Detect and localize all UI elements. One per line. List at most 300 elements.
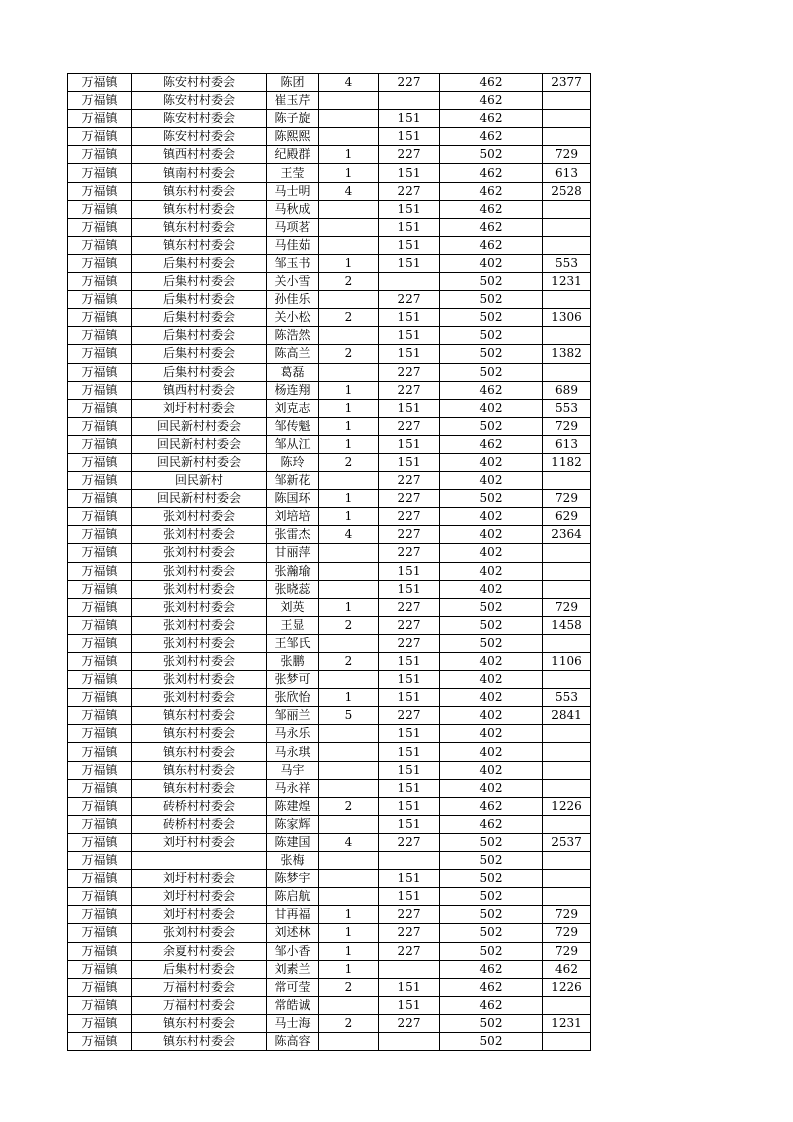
- total-cell: 613: [543, 435, 591, 453]
- count-cell: [319, 634, 379, 652]
- name-cell: 陈梦宇: [267, 870, 319, 888]
- name-cell: 陈建国: [267, 833, 319, 851]
- total-cell: [543, 236, 591, 254]
- total-cell: [543, 200, 591, 218]
- table-row: [68, 110, 591, 128]
- name-cell: 邹玉书: [267, 254, 319, 272]
- name-cell: 陈国环: [267, 490, 319, 508]
- town-cell: 万福镇: [68, 996, 132, 1014]
- total-cell: 1226: [543, 978, 591, 996]
- amount-a-cell: [379, 852, 440, 870]
- amount-a-cell: 151: [379, 399, 440, 417]
- table-row: [68, 888, 591, 906]
- town-cell: 万福镇: [68, 707, 132, 725]
- data-table: [67, 73, 591, 1051]
- name-cell: 马佳茹: [267, 236, 319, 254]
- count-cell: 1: [319, 164, 379, 182]
- village-committee-cell: 镇西村村委会: [132, 146, 267, 164]
- village-committee-cell: 张刘村村委会: [132, 508, 267, 526]
- table-row: [68, 544, 591, 562]
- count-cell: [319, 562, 379, 580]
- amount-b-cell: 462: [440, 74, 543, 92]
- name-cell: 马永祥: [267, 779, 319, 797]
- amount-a-cell: 151: [379, 725, 440, 743]
- total-cell: [543, 472, 591, 490]
- amount-a-cell: 227: [379, 924, 440, 942]
- amount-a-cell: 227: [379, 146, 440, 164]
- total-cell: 729: [543, 490, 591, 508]
- name-cell: 马永乐: [267, 725, 319, 743]
- village-committee-cell: 镇东村村委会: [132, 182, 267, 200]
- total-cell: 689: [543, 381, 591, 399]
- count-cell: [319, 779, 379, 797]
- name-cell: 马士海: [267, 1014, 319, 1032]
- table-row: [68, 526, 591, 544]
- amount-b-cell: 502: [440, 833, 543, 851]
- count-cell: [319, 725, 379, 743]
- count-cell: 4: [319, 74, 379, 92]
- village-committee-cell: 砖桥村村委会: [132, 797, 267, 815]
- town-cell: 万福镇: [68, 653, 132, 671]
- count-cell: 1: [319, 942, 379, 960]
- village-committee-cell: 回民新村村委会: [132, 453, 267, 471]
- amount-a-cell: 227: [379, 291, 440, 309]
- count-cell: [319, 580, 379, 598]
- total-cell: [543, 562, 591, 580]
- town-cell: 万福镇: [68, 1032, 132, 1050]
- total-cell: 553: [543, 254, 591, 272]
- amount-a-cell: 227: [379, 381, 440, 399]
- table-row: [68, 399, 591, 417]
- village-committee-cell: 后集村村委会: [132, 254, 267, 272]
- village-committee-cell: 回民新村村委会: [132, 435, 267, 453]
- name-cell: 邹从江: [267, 435, 319, 453]
- table-row: [68, 182, 591, 200]
- count-cell: 1: [319, 924, 379, 942]
- village-committee-cell: 余夏村村委会: [132, 942, 267, 960]
- amount-b-cell: 502: [440, 327, 543, 345]
- total-cell: 729: [543, 146, 591, 164]
- name-cell: 马士明: [267, 182, 319, 200]
- count-cell: 1: [319, 399, 379, 417]
- village-committee-cell: 张刘村村委会: [132, 544, 267, 562]
- count-cell: [319, 1032, 379, 1050]
- village-committee-cell: 张刘村村委会: [132, 634, 267, 652]
- name-cell: 陈高容: [267, 1032, 319, 1050]
- town-cell: 万福镇: [68, 110, 132, 128]
- count-cell: 1: [319, 689, 379, 707]
- name-cell: 张梅: [267, 852, 319, 870]
- amount-a-cell: 151: [379, 128, 440, 146]
- amount-b-cell: 462: [440, 128, 543, 146]
- name-cell: 张鹏: [267, 653, 319, 671]
- total-cell: [543, 852, 591, 870]
- village-committee-cell: 后集村村委会: [132, 309, 267, 327]
- town-cell: 万福镇: [68, 254, 132, 272]
- amount-a-cell: 227: [379, 616, 440, 634]
- count-cell: [319, 870, 379, 888]
- count-cell: [319, 743, 379, 761]
- table-row: [68, 345, 591, 363]
- amount-b-cell: 402: [440, 761, 543, 779]
- name-cell: 刘克志: [267, 399, 319, 417]
- table-row: [68, 146, 591, 164]
- village-committee-cell: 张刘村村委会: [132, 689, 267, 707]
- town-cell: 万福镇: [68, 508, 132, 526]
- town-cell: 万福镇: [68, 671, 132, 689]
- table-row: [68, 779, 591, 797]
- town-cell: 万福镇: [68, 472, 132, 490]
- name-cell: 关小雪: [267, 273, 319, 291]
- count-cell: 2: [319, 273, 379, 291]
- village-committee-cell: 张刘村村委会: [132, 598, 267, 616]
- village-committee-cell: 镇东村村委会: [132, 200, 267, 218]
- town-cell: 万福镇: [68, 852, 132, 870]
- total-cell: 2377: [543, 74, 591, 92]
- village-committee-cell: 张刘村村委会: [132, 924, 267, 942]
- table-row: [68, 833, 591, 851]
- amount-b-cell: 502: [440, 417, 543, 435]
- amount-a-cell: 151: [379, 888, 440, 906]
- town-cell: 万福镇: [68, 92, 132, 110]
- amount-b-cell: 402: [440, 472, 543, 490]
- count-cell: 2: [319, 1014, 379, 1032]
- count-cell: 5: [319, 707, 379, 725]
- count-cell: [319, 218, 379, 236]
- amount-a-cell: 151: [379, 200, 440, 218]
- amount-b-cell: 402: [440, 743, 543, 761]
- town-cell: 万福镇: [68, 1014, 132, 1032]
- amount-b-cell: 402: [440, 453, 543, 471]
- town-cell: 万福镇: [68, 924, 132, 942]
- amount-a-cell: 227: [379, 544, 440, 562]
- total-cell: [543, 671, 591, 689]
- total-cell: [543, 996, 591, 1014]
- town-cell: 万福镇: [68, 779, 132, 797]
- amount-b-cell: 402: [440, 580, 543, 598]
- total-cell: 553: [543, 689, 591, 707]
- village-committee-cell: 镇东村村委会: [132, 236, 267, 254]
- total-cell: 729: [543, 906, 591, 924]
- table-row: [68, 490, 591, 508]
- amount-a-cell: 151: [379, 743, 440, 761]
- village-committee-cell: 砖桥村村委会: [132, 815, 267, 833]
- table-row: [68, 273, 591, 291]
- village-committee-cell: 张刘村村委会: [132, 653, 267, 671]
- village-committee-cell: 张刘村村委会: [132, 616, 267, 634]
- name-cell: 张雷杰: [267, 526, 319, 544]
- table-row: [68, 580, 591, 598]
- amount-b-cell: 502: [440, 852, 543, 870]
- village-committee-cell: 镇东村村委会: [132, 725, 267, 743]
- town-cell: 万福镇: [68, 453, 132, 471]
- amount-a-cell: [379, 1032, 440, 1050]
- amount-b-cell: 402: [440, 779, 543, 797]
- town-cell: 万福镇: [68, 978, 132, 996]
- village-committee-cell: 镇南村村委会: [132, 164, 267, 182]
- village-committee-cell: 后集村村委会: [132, 363, 267, 381]
- amount-a-cell: 151: [379, 254, 440, 272]
- amount-b-cell: 462: [440, 182, 543, 200]
- amount-a-cell: 151: [379, 327, 440, 345]
- town-cell: 万福镇: [68, 833, 132, 851]
- village-committee-cell: 刘圩村村委会: [132, 833, 267, 851]
- town-cell: 万福镇: [68, 164, 132, 182]
- table-row: [68, 74, 591, 92]
- total-cell: 2364: [543, 526, 591, 544]
- amount-b-cell: 502: [440, 345, 543, 363]
- village-committee-cell: 刘圩村村委会: [132, 888, 267, 906]
- amount-a-cell: 227: [379, 526, 440, 544]
- town-cell: 万福镇: [68, 200, 132, 218]
- amount-a-cell: 227: [379, 363, 440, 381]
- table-row: [68, 363, 591, 381]
- amount-b-cell: 502: [440, 942, 543, 960]
- amount-a-cell: 227: [379, 906, 440, 924]
- table-row: [68, 381, 591, 399]
- amount-b-cell: 502: [440, 291, 543, 309]
- amount-a-cell: 151: [379, 236, 440, 254]
- count-cell: [319, 327, 379, 345]
- town-cell: 万福镇: [68, 942, 132, 960]
- town-cell: 万福镇: [68, 761, 132, 779]
- table-row: [68, 562, 591, 580]
- name-cell: 葛磊: [267, 363, 319, 381]
- village-committee-cell: 张刘村村委会: [132, 526, 267, 544]
- amount-a-cell: 227: [379, 182, 440, 200]
- name-cell: 张晓蕊: [267, 580, 319, 598]
- count-cell: [319, 671, 379, 689]
- amount-b-cell: 502: [440, 924, 543, 942]
- amount-a-cell: 151: [379, 761, 440, 779]
- total-cell: 629: [543, 508, 591, 526]
- table-row: [68, 707, 591, 725]
- amount-a-cell: 151: [379, 435, 440, 453]
- count-cell: 2: [319, 453, 379, 471]
- name-cell: 常皓诚: [267, 996, 319, 1014]
- total-cell: 729: [543, 942, 591, 960]
- name-cell: 常可莹: [267, 978, 319, 996]
- name-cell: 陈高兰: [267, 345, 319, 363]
- amount-a-cell: 227: [379, 472, 440, 490]
- town-cell: 万福镇: [68, 580, 132, 598]
- table-row: [68, 634, 591, 652]
- total-cell: 729: [543, 924, 591, 942]
- amount-a-cell: 227: [379, 417, 440, 435]
- town-cell: 万福镇: [68, 634, 132, 652]
- amount-b-cell: 502: [440, 906, 543, 924]
- town-cell: 万福镇: [68, 345, 132, 363]
- village-committee-cell: 回民新村村委会: [132, 490, 267, 508]
- amount-a-cell: 151: [379, 815, 440, 833]
- count-cell: 1: [319, 381, 379, 399]
- count-cell: 2: [319, 345, 379, 363]
- town-cell: 万福镇: [68, 490, 132, 508]
- village-committee-cell: 回民新村: [132, 472, 267, 490]
- town-cell: 万福镇: [68, 815, 132, 833]
- total-cell: 729: [543, 417, 591, 435]
- count-cell: 1: [319, 435, 379, 453]
- amount-b-cell: 462: [440, 960, 543, 978]
- total-cell: 1226: [543, 797, 591, 815]
- table-row: [68, 797, 591, 815]
- town-cell: 万福镇: [68, 273, 132, 291]
- name-cell: 甘再福: [267, 906, 319, 924]
- amount-b-cell: 462: [440, 218, 543, 236]
- count-cell: 1: [319, 906, 379, 924]
- total-cell: 729: [543, 598, 591, 616]
- town-cell: 万福镇: [68, 562, 132, 580]
- total-cell: 613: [543, 164, 591, 182]
- total-cell: 1382: [543, 345, 591, 363]
- count-cell: 1: [319, 598, 379, 616]
- amount-a-cell: 227: [379, 490, 440, 508]
- village-committee-cell: 后集村村委会: [132, 345, 267, 363]
- amount-b-cell: 462: [440, 92, 543, 110]
- count-cell: [319, 236, 379, 254]
- total-cell: [543, 128, 591, 146]
- total-cell: 1182: [543, 453, 591, 471]
- table-row: [68, 309, 591, 327]
- amount-a-cell: 227: [379, 833, 440, 851]
- name-cell: 杨连翔: [267, 381, 319, 399]
- total-cell: [543, 761, 591, 779]
- total-cell: 553: [543, 399, 591, 417]
- table-row: [68, 435, 591, 453]
- amount-a-cell: 151: [379, 653, 440, 671]
- name-cell: 陈熙熙: [267, 128, 319, 146]
- amount-a-cell: 227: [379, 1014, 440, 1032]
- town-cell: 万福镇: [68, 218, 132, 236]
- name-cell: 王莹: [267, 164, 319, 182]
- amount-b-cell: 402: [440, 689, 543, 707]
- count-cell: 4: [319, 526, 379, 544]
- total-cell: 2528: [543, 182, 591, 200]
- town-cell: 万福镇: [68, 616, 132, 634]
- table-row: [68, 508, 591, 526]
- town-cell: 万福镇: [68, 544, 132, 562]
- amount-a-cell: 151: [379, 562, 440, 580]
- name-cell: 甘丽萍: [267, 544, 319, 562]
- village-committee-cell: 陈安村村委会: [132, 128, 267, 146]
- table-row: [68, 906, 591, 924]
- town-cell: 万福镇: [68, 870, 132, 888]
- count-cell: 2: [319, 653, 379, 671]
- name-cell: 陈家辉: [267, 815, 319, 833]
- town-cell: 万福镇: [68, 725, 132, 743]
- table-row: [68, 942, 591, 960]
- table-row: [68, 472, 591, 490]
- amount-b-cell: 402: [440, 399, 543, 417]
- name-cell: 邹新花: [267, 472, 319, 490]
- village-committee-cell: 张刘村村委会: [132, 562, 267, 580]
- count-cell: 2: [319, 309, 379, 327]
- name-cell: 陈子旋: [267, 110, 319, 128]
- count-cell: [319, 128, 379, 146]
- name-cell: 刘培培: [267, 508, 319, 526]
- amount-a-cell: [379, 960, 440, 978]
- amount-b-cell: 502: [440, 490, 543, 508]
- name-cell: 马秋成: [267, 200, 319, 218]
- table-row: [68, 815, 591, 833]
- count-cell: 2: [319, 616, 379, 634]
- village-committee-cell: 陈安村村委会: [132, 74, 267, 92]
- town-cell: 万福镇: [68, 888, 132, 906]
- total-cell: [543, 580, 591, 598]
- amount-a-cell: 151: [379, 580, 440, 598]
- name-cell: 纪殿群: [267, 146, 319, 164]
- amount-b-cell: 502: [440, 888, 543, 906]
- count-cell: 1: [319, 417, 379, 435]
- total-cell: [543, 888, 591, 906]
- table-row: [68, 653, 591, 671]
- amount-b-cell: 402: [440, 707, 543, 725]
- total-cell: 1458: [543, 616, 591, 634]
- name-cell: 陈团: [267, 74, 319, 92]
- count-cell: [319, 544, 379, 562]
- count-cell: 1: [319, 960, 379, 978]
- table-row: [68, 671, 591, 689]
- town-cell: 万福镇: [68, 74, 132, 92]
- amount-b-cell: 502: [440, 1032, 543, 1050]
- amount-b-cell: 462: [440, 164, 543, 182]
- amount-a-cell: 151: [379, 453, 440, 471]
- total-cell: [543, 779, 591, 797]
- table-row: [68, 743, 591, 761]
- table-row: [68, 200, 591, 218]
- name-cell: 马宇: [267, 761, 319, 779]
- town-cell: 万福镇: [68, 399, 132, 417]
- town-cell: 万福镇: [68, 309, 132, 327]
- table-body: [68, 74, 591, 1051]
- village-committee-cell: 万福村村委会: [132, 996, 267, 1014]
- amount-b-cell: 402: [440, 508, 543, 526]
- town-cell: 万福镇: [68, 906, 132, 924]
- total-cell: 1106: [543, 653, 591, 671]
- name-cell: 崔玉芹: [267, 92, 319, 110]
- town-cell: 万福镇: [68, 797, 132, 815]
- name-cell: 刘述林: [267, 924, 319, 942]
- name-cell: 邹传魁: [267, 417, 319, 435]
- amount-b-cell: 402: [440, 254, 543, 272]
- name-cell: 陈启航: [267, 888, 319, 906]
- village-committee-cell: 镇东村村委会: [132, 218, 267, 236]
- village-committee-cell: 张刘村村委会: [132, 580, 267, 598]
- count-cell: 1: [319, 254, 379, 272]
- table-row: [68, 960, 591, 978]
- name-cell: 邹丽兰: [267, 707, 319, 725]
- count-cell: 2: [319, 978, 379, 996]
- village-committee-cell: 刘圩村村委会: [132, 870, 267, 888]
- town-cell: 万福镇: [68, 327, 132, 345]
- name-cell: 刘英: [267, 598, 319, 616]
- name-cell: 张欣怡: [267, 689, 319, 707]
- amount-a-cell: 227: [379, 634, 440, 652]
- total-cell: [543, 327, 591, 345]
- amount-b-cell: 502: [440, 870, 543, 888]
- amount-b-cell: 462: [440, 815, 543, 833]
- town-cell: 万福镇: [68, 236, 132, 254]
- amount-b-cell: 462: [440, 236, 543, 254]
- table-row: [68, 417, 591, 435]
- total-cell: [543, 363, 591, 381]
- total-cell: [543, 544, 591, 562]
- count-cell: [319, 363, 379, 381]
- amount-a-cell: 227: [379, 598, 440, 616]
- amount-a-cell: [379, 273, 440, 291]
- name-cell: 马项茗: [267, 218, 319, 236]
- amount-b-cell: 402: [440, 562, 543, 580]
